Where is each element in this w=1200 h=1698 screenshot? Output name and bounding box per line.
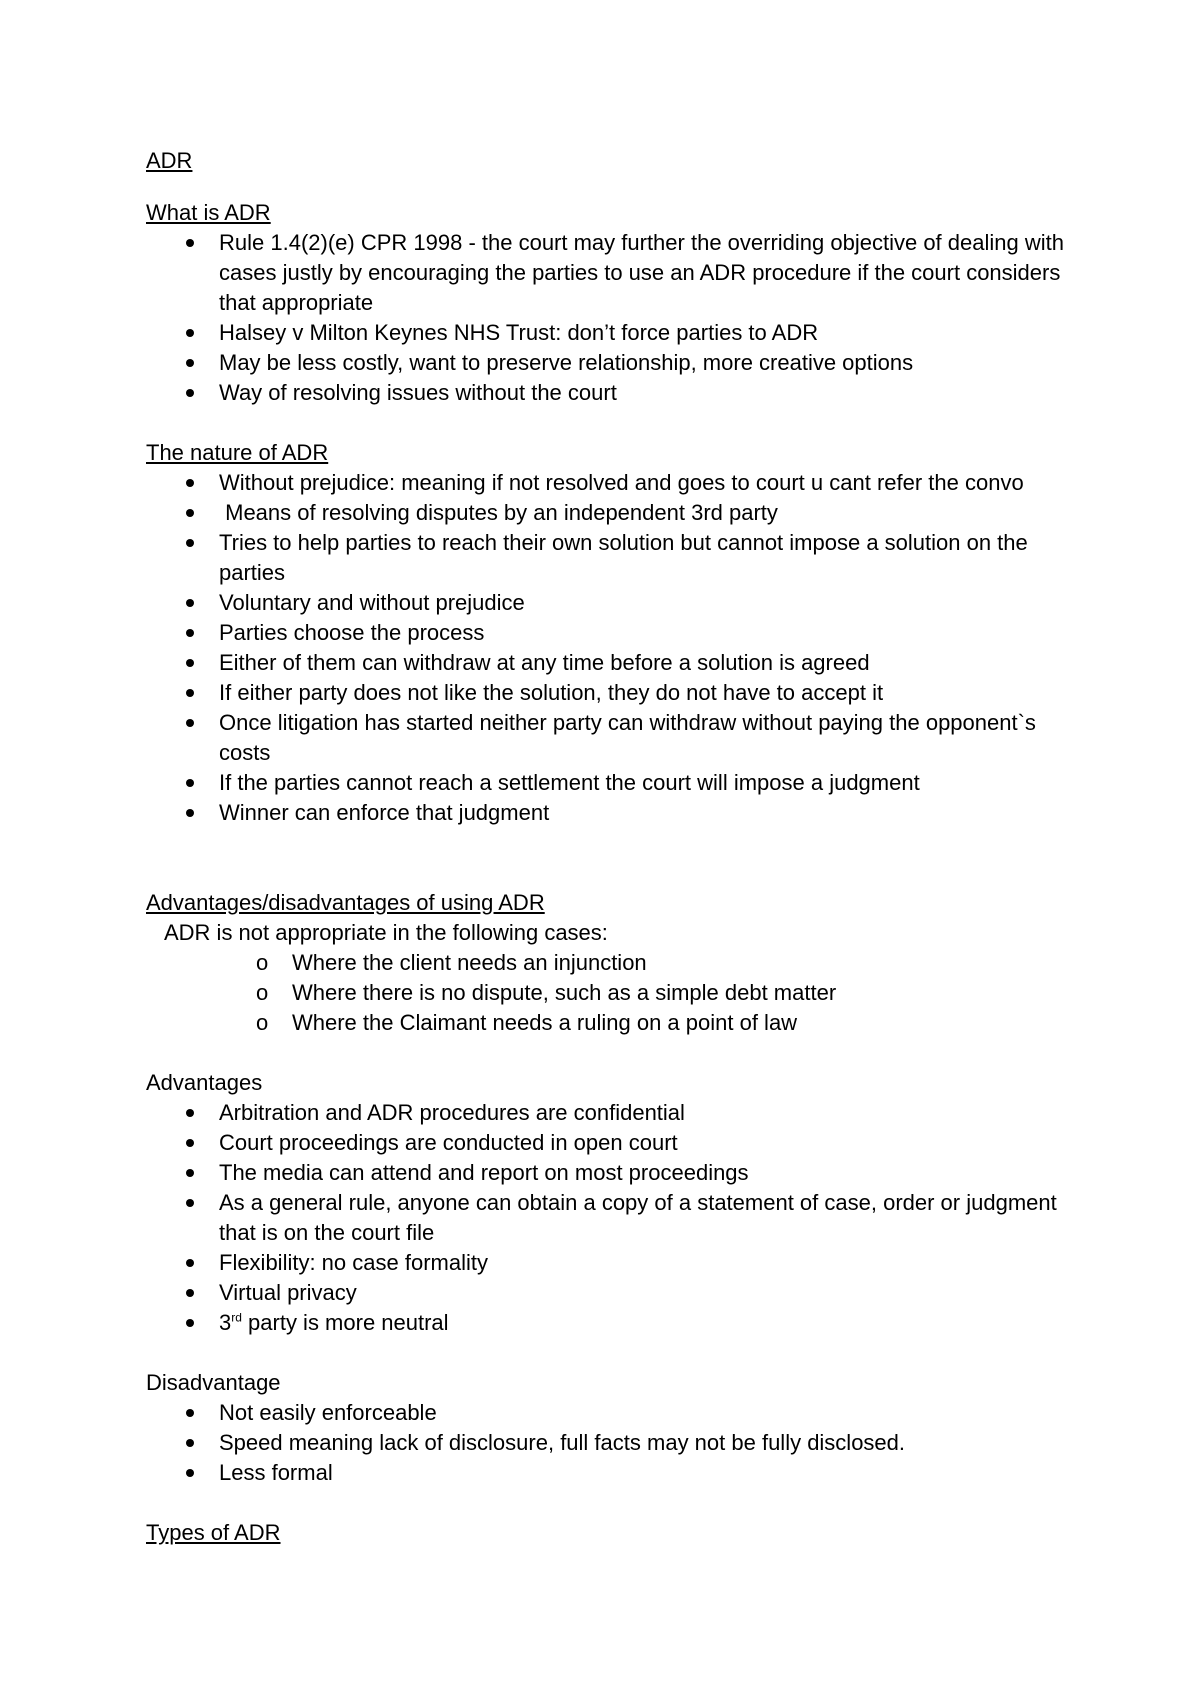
heading-what-is-adr: What is ADR (146, 200, 271, 225)
list-item: Winner can enforce that judgment (146, 798, 1086, 828)
document-title: ADR (146, 148, 193, 173)
list-item: Voluntary and without prejudice (146, 588, 1086, 618)
list-item: o Where the Claimant needs a ruling on a point of law (146, 1008, 1086, 1038)
list-item: Not easily enforceable (146, 1398, 1086, 1428)
list-item: Halsey v Milton Keynes NHS Trust: don’t force parties to ADR (146, 318, 1086, 348)
bullet-icon (186, 1199, 194, 1207)
bullet-icon (186, 1439, 194, 1447)
circle-bullet-icon: o (256, 980, 269, 1005)
list-item: 3rd party is more neutral (146, 1308, 1086, 1338)
bullet-icon (186, 1319, 194, 1327)
bullet-icon (186, 509, 194, 517)
list-item: Without prejudice: meaning if not resolved and goes to court u cant refer the convo (146, 468, 1086, 498)
bullet-icon (186, 1469, 194, 1477)
list-item: Means of resolving disputes by an independent 3rd party (146, 498, 1086, 528)
list-item: The media can attend and report on most proceedings (146, 1158, 1086, 1188)
circle-bullet-icon: o (256, 950, 269, 975)
bullet-icon (186, 479, 194, 487)
list-item: Either of them can withdraw at any time before a solution is agreed (146, 648, 1086, 678)
list-item: Flexibility: no case formality (146, 1248, 1086, 1278)
bullet-icon (186, 539, 194, 547)
heading-types-of-adr: Types of ADR (146, 1520, 281, 1545)
list-item: If either party does not like the solution, they do not have to accept it (146, 678, 1086, 708)
list-item: Less formal (146, 1458, 1086, 1488)
list-item: Parties choose the process (146, 618, 1086, 648)
list-item: Virtual privacy (146, 1278, 1086, 1308)
bullet-icon (186, 389, 194, 397)
list-what-is-adr (146, 228, 1086, 408)
heading-advantages-disadvantages: Advantages/disadvantages of using ADR (146, 890, 545, 915)
list-item: o Where there is no dispute, such as a simple debt matter (146, 978, 1086, 1008)
list-disadvantage (146, 1398, 1086, 1488)
bullet-icon (186, 1259, 194, 1267)
bullet-icon (186, 809, 194, 817)
document-body (146, 146, 1086, 1548)
heading-advantages: Advantages (146, 1070, 263, 1095)
list-item: Arbitration and ADR procedures are confidential (146, 1098, 1086, 1128)
intro-text: ADR is not appropriate in the following cases: (164, 920, 608, 945)
list-item: Once litigation has started neither party can withdraw without paying the opponent`s costs (146, 708, 1086, 768)
list-item: May be less costly, want to preserve relationship, more creative options (146, 348, 1086, 378)
bullet-icon (186, 779, 194, 787)
list-advantages (146, 1098, 1086, 1338)
bullet-icon (186, 659, 194, 667)
list-item: Court proceedings are conducted in open court (146, 1128, 1086, 1158)
list-item: Way of resolving issues without the court (146, 378, 1086, 408)
heading-nature-of-adr: The nature of ADR (146, 440, 329, 465)
list-item: Tries to help parties to reach their own solution but cannot impose a solution on the parties (146, 528, 1086, 588)
list-nature-of-adr (146, 468, 1086, 828)
list-not-appropriate-cases (146, 948, 1086, 1038)
bullet-icon (186, 1289, 194, 1297)
bullet-icon (186, 1409, 194, 1417)
list-item: Speed meaning lack of disclosure, full facts may not be fully disclosed. (146, 1428, 1086, 1458)
bullet-icon (186, 359, 194, 367)
bullet-icon (186, 629, 194, 637)
heading-disadvantage: Disadvantage (146, 1370, 281, 1395)
bullet-icon (186, 1169, 194, 1177)
bullet-icon (186, 1139, 194, 1147)
list-item: Rule 1.4(2)(e) CPR 1998 - the court may further the overriding objective of dealing with cases justly by encouraging the parties to use an ADR procedure if the court considers that appropriate (146, 228, 1086, 318)
bullet-icon (186, 599, 194, 607)
list-item: If the parties cannot reach a settlement the court will impose a judgment (146, 768, 1086, 798)
bullet-icon (186, 1109, 194, 1117)
circle-bullet-icon: o (256, 1010, 269, 1035)
bullet-icon (186, 689, 194, 697)
bullet-icon (186, 239, 194, 247)
list-item: As a general rule, anyone can obtain a copy of a statement of case, order or judgment that is on the court file (146, 1188, 1086, 1248)
bullet-icon (186, 719, 194, 727)
bullet-icon (186, 329, 194, 337)
list-item: o Where the client needs an injunction (146, 948, 1086, 978)
